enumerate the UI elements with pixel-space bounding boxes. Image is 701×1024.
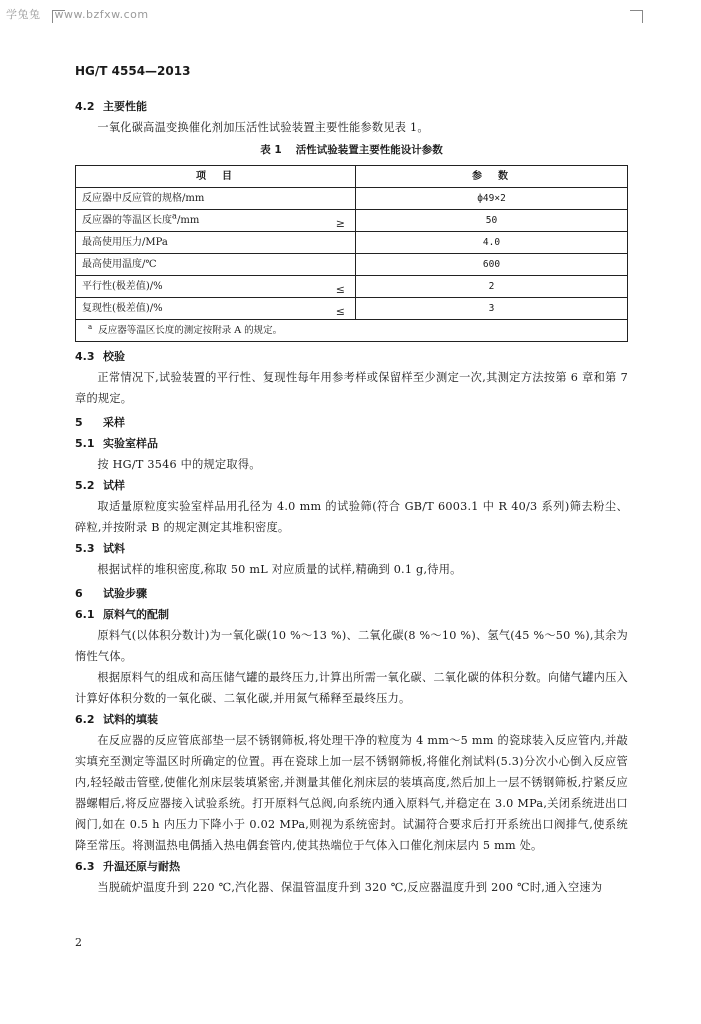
section-heading-5-3 [75,538,628,559]
row-item [76,232,356,254]
paragraph: 正常情况下,试验装置的平行性、复现性每年用参考样或保留样至少测定一次,其测定方法按第 6 章和第 7 章的规定。 [75,371,628,405]
footnote-ref: a [172,210,177,221]
section-number: 6.1 [75,608,95,621]
row-item-text: 反应器的等温区长度 [82,215,172,226]
row-item [76,298,356,320]
table-footnote [76,320,628,342]
paragraph: 一氧化碳高温变换催化剂加压活性试验装置主要性能参数见表 1。 [97,121,429,134]
column-header-param: 参 数 [356,166,628,188]
page-number: 2 [75,936,82,949]
row-item [76,210,356,232]
section-heading-5 [75,412,628,433]
section-heading-6 [75,583,628,604]
section-title: 实验室样品 [103,437,158,450]
section-heading-5-2 [75,475,628,496]
section-number: 4.2 [75,100,95,113]
watermark-url: www.bzfxw.com [54,8,149,21]
row-symbol: ≥ [335,217,345,230]
section-title: 试样 [103,479,125,492]
table-number: 表 1 [260,144,282,156]
paragraph: 根据试样的堆积密度,称取 50 mL 对应质量的试样,精确到 0.1 g,待用。 [97,563,462,576]
paragraph: 原料气(以体积分数计)为一氧化碳(10 %～13 %)、二氧化碳(8 %～10 %)、氢气(45 %～50 %),其余为惰性气体。 [75,629,628,663]
footnote-mark: a [88,322,93,331]
paragraph: 在反应器的反应管底部垫一层不锈钢筛板,将处理干净的粒度为 4 mm～5 mm 的瓷球装入反应管内,并敲实填充至测定等温区时所确定的位置。再在瓷球上加一层不锈钢筛板,将催化剂试料(5.3)分次小心倒入反应管内,轻轻敲击管壁,使催化剂床层装填紧密,并测量其催化剂床层的装填高度,然后加上一层不锈钢筛板,拧紧反应器螺帽后,将反应器接入试验系统。打开原料气总阀,向系统内通入原料气,并稳定在 3.0 MPa,关闭系统进出口阀门,如在 0.5 h 内压力下降小于 0.02 MPa,则视为系统密封。试漏符合要求后打开系统出口阀排气,使系统降至常压。将测温热电偶插入热电偶套管内,使其热端位于气体入口催化剂床层内 5 mm 处。 [75,734,628,852]
section-heading-4-2 [75,96,628,117]
section-title: 采样 [103,416,125,429]
table-header-row [76,166,628,188]
section-title: 试料的填装 [103,713,158,726]
section-heading-6-3 [75,856,628,877]
table-caption [75,140,628,161]
table-note-row [76,320,628,342]
table-row [76,232,628,254]
section-title: 升温还原与耐热 [103,860,180,873]
section-number: 5.3 [75,542,95,555]
column-header-item: 项 目 [76,166,356,188]
table-row [76,188,628,210]
row-value: 2 [356,276,628,298]
watermark-logo-text: 学兔兔 [6,8,41,21]
paragraph: 根据原料气的组成和高压储气罐的最终压力,计算出所需一氧化碳、二氧化碳的体积分数。向储气罐内压入计算好体积分数的一氧化碳、二氧化碳,并用氮气稀释至最终压力。 [75,671,628,705]
row-item-text: 平行性(极差值)/% [82,281,163,292]
table-title: 活性试验装置主要性能设计参数 [295,144,443,156]
crop-mark-right [630,10,643,23]
section-number: 5.2 [75,479,95,492]
section-heading-6-1 [75,604,628,625]
row-item-text: 最高使用压力/MPa [82,237,168,248]
watermark [6,6,159,22]
section-title: 试料 [103,542,125,555]
section-number: 6.3 [75,860,95,873]
section-number: 6 [75,587,83,600]
table-row [76,298,628,320]
row-value: 4.0 [356,232,628,254]
table-row [76,254,628,276]
section-number: 4.3 [75,350,95,363]
section-number: 5 [75,416,83,429]
footnote-text: 反应器等温区长度的测定按附录 A 的规定。 [98,325,283,336]
row-item-text: 最高使用温度/℃ [82,259,157,270]
row-item-text: 反应器中反应管的规格/mm [82,193,205,204]
section-title: 原料气的配制 [103,608,169,621]
row-item [76,188,356,210]
table-row [76,276,628,298]
section-heading-5-1 [75,433,628,454]
paragraph: 当脱硫炉温度升到 220 ℃,汽化器、保温管温度升到 320 ℃,反应器温度升到 200 ℃时,通入空速为 [97,881,603,894]
section-title: 校验 [103,350,125,363]
parameters-table [75,165,628,342]
row-symbol: ≤ [335,283,345,296]
row-value: ф49×2 [356,188,628,210]
paragraph: 取适量原粒度实验室样品用孔径为 4.0 mm 的试验筛(符合 GB/T 6003.1 中 R 40/3 系列)筛去粉尘、碎粒,并按附录 B 的规定测定其堆积密度。 [75,500,628,534]
document-body [75,96,628,898]
section-title: 主要性能 [103,100,147,113]
crop-mark-left [52,10,65,23]
paragraph: 按 HG/T 3546 中的规定取得。 [97,458,261,471]
section-heading-4-3 [75,346,628,367]
row-item [76,276,356,298]
section-number: 5.1 [75,437,95,450]
row-value: 3 [356,298,628,320]
row-value: 50 [356,210,628,232]
section-number: 6.2 [75,713,95,726]
row-symbol: ≤ [335,305,345,318]
standard-code-header: HG/T 4554—2013 [75,64,191,78]
row-item-text: 复现性(极差值)/% [82,303,163,314]
row-item-unit: /mm [176,215,200,226]
section-title: 试验步骤 [103,587,147,600]
row-item [76,254,356,276]
row-value: 600 [356,254,628,276]
table-row [76,210,628,232]
section-heading-6-2 [75,709,628,730]
